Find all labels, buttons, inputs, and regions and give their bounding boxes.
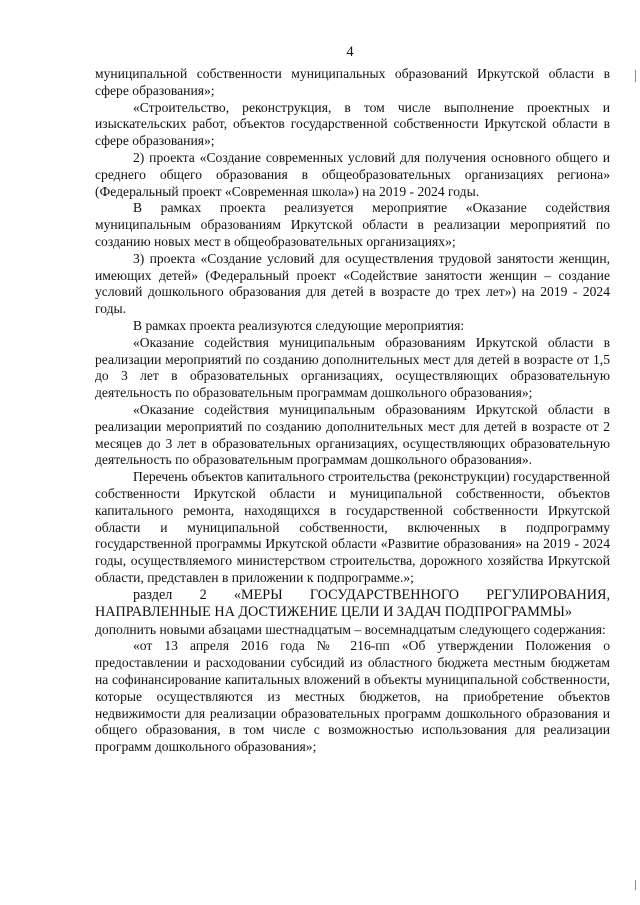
paragraph-amendment-instruction: дополнить новыми абзацами шестнадцатым – восемнадцатым следующего содержания: (95, 621, 606, 637)
paragraph-resolution-216-pp: «от 13 апреля 2016 года № 216-пп «Об утверждении Положения о предоставлении и расходовании субсидий из областного бюджета местным бюджетам на софинансирование капитальных вложений в объекты муниципальной собственности, которые осуществляются из местных бюджетов, на приобретение объектов недвижимости для реализации образовательных программ дошкольного образования и общего образования, в том числе с возможностью использования для реализации программ дошкольного образования»; (95, 638, 610, 755)
paragraph-construction-event: «Строительство, реконструкция, в том числе выполнение проектных и изыскательских работ, объектов государственной собственности Иркутской области в сфере образования»; (95, 99, 610, 149)
scan-edge-mark (635, 70, 636, 82)
paragraph-objects-list: Перечень объектов капитального строительства (реконструкции) государственной собственности Иркутской области и муниципальной собственности, объектов капитального ремонта, находящихся в государственной собственности Иркутской области и муниципальной собственности, включенных в подпрограмму государственной программы Иркутской области «Развитие образования» на 2019 - 2024 годы, осуществляемого министерством строительства, дорожного хозяйства Иркутской области, представлен в приложении к подпрограмме.»; (95, 469, 610, 585)
paragraph-event-1-5-to-3: «Оказание содействия муниципальным образованиям Иркутской области в реализации мероприятий по созданию дополнительных мест для детей в возрасте от 1,5 до 3 лет в образовательных организациях, осуществляющих образовательную деятельность по образовательным программам дошкольного образования»; (95, 334, 610, 401)
paragraph-event-2-months-to-3: «Оказание содействия муниципальным образованиям Иркутской области в реализации мероприятий по созданию дополнительных мест для детей в возрасте от 2 месяцев до 3 лет в образовательных организациях, осуществляющих образовательную деятельность по образовательным программам дошкольного образования». (95, 401, 610, 468)
page-number: 4 (346, 44, 354, 60)
paragraph-project-2-event: В рамках проекта реализуется мероприятие «Оказание содействия муниципальным образованиям Иркутской области в реализации мероприятий по созданию новых мест в общеобразовательных организациях»; (95, 200, 610, 249)
paragraph-project-2: 2) проекта «Создание современных условий для получения основного общего и среднего общего образования в общеобразовательных организациях региона» (Федеральный проект «Современная школа») на 2019 - 2024 годы. (95, 149, 610, 199)
paragraph-project-3: 3) проекта «Создание условий для осуществления трудовой занятости женщин, имеющих детей» (Федеральный проект «Содействие занятости женщин – создание условий дошкольного образования для детей в возрасте до трех лет») на 2019 - 2024 годы. (95, 250, 610, 317)
paragraph-project-3-intro: В рамках проекта реализуются следующие мероприятия: (133, 317, 465, 333)
section-2-heading: раздел 2 «МЕРЫ ГОСУДАРСТВЕННОГО РЕГУЛИРОВАНИЯ, НАПРАВЛЕННЫЕ НА ДОСТИЖЕНИЕ ЦЕЛИ И ЗАДАЧ ПОДПРОГРАММЫ» (95, 586, 610, 621)
document-body (95, 66, 610, 756)
scan-edge-mark (635, 880, 636, 890)
paragraph-continuation: муниципальной собственности муниципальных образований Иркутской области в сфере образования»; (95, 66, 610, 98)
